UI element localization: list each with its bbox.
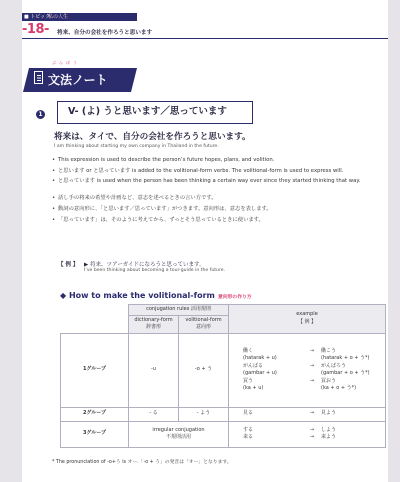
- header-example: example 【 例 】: [229, 305, 386, 334]
- table-row: [61, 305, 386, 316]
- header-rules: conjugation rules 活用規則: [129, 305, 229, 316]
- example-en: I’ve been thinking about becoming a tour-guide in the future.: [84, 268, 226, 273]
- group-2-vol: - よう: [179, 407, 229, 421]
- example-jp: ▶ 将来、ツアーガイドになろうと思っています。: [84, 262, 205, 268]
- section-number: 1: [36, 110, 45, 119]
- volitional-subtitle: 意向形の作り方: [218, 295, 252, 300]
- header-dictionary: dictionary-form 辞書形: [129, 315, 179, 333]
- main-example-en: I am thinking about starting my own company in Thailand in the future.: [54, 144, 219, 149]
- list-item: • と思います or と思っています is added to the volitional-form verbs. The volitional-form is used to express will.: [52, 166, 382, 177]
- group-1-dict: -u: [129, 333, 179, 407]
- topic-tag: ■ トピック: [24, 14, 51, 20]
- list-item: • 動詞の意向形に、「と思います／思っています」がつきます。意向形は、意志を表します。: [52, 204, 382, 215]
- document-icon: [34, 71, 43, 84]
- group-3-name: 3グループ: [61, 421, 129, 447]
- table-row: [61, 421, 386, 447]
- list-item: • This expression is used to describe the person’s future hopes, plans, and volition.: [52, 155, 382, 166]
- table-row: [61, 407, 386, 421]
- list-item: • 話し手の将来の希望や計画など、意志を述べるときの言い方です。: [52, 193, 382, 204]
- group-2-dict: - る: [129, 407, 179, 421]
- group-1-examples: [229, 333, 386, 407]
- group-3-examples: する → しよう 来る → 来よう: [229, 421, 386, 447]
- main-example-jp: 将来は、タイで、自分の会社を作ろうと思います。: [54, 132, 251, 142]
- explanation-list: [52, 155, 382, 226]
- example-label: 【 例 】: [58, 262, 79, 268]
- banner-title: 文法ノート: [48, 73, 108, 87]
- banner-ruby: ぶんぽう: [52, 60, 80, 65]
- table-row: [61, 333, 386, 407]
- group-2-examples: 見る → 見よう: [229, 407, 386, 421]
- group-2-name: 2グループ: [61, 407, 129, 421]
- header-rule: [22, 38, 388, 39]
- lesson-number: -18-: [22, 22, 49, 37]
- volitional-title: ◆ How to make the volitional-form: [60, 291, 215, 300]
- example-entry: 買う → 買おう (ka + u) (ka + o + う*): [243, 377, 357, 391]
- group-1-name: 1グループ: [61, 333, 129, 407]
- header-volitional: volitional-form 意向形: [179, 315, 229, 333]
- conjugation-table: [60, 304, 386, 448]
- example-entry: 働く → 働こう (hatarak + u) (hatarak + o + う*): [243, 347, 370, 361]
- group-1-vol: -o + う: [179, 333, 229, 407]
- topic-title: 私の人生: [48, 14, 69, 20]
- example-entry: がんばる → がんばろう (gambar + u) (gambar + o + う*): [243, 362, 370, 376]
- lesson-title: 将来、自分の会社を作ろうと思います: [57, 30, 153, 36]
- group-3-irregular: irregular conjugation 不規則活用: [129, 421, 229, 447]
- list-item: • と思っています is used when the person has been thinking a certain way ever since they started thinking that way.: [52, 177, 382, 185]
- textbook-page: [22, 0, 388, 482]
- list-item: • 「思っています」は、そのように考えてから、ずっとそう思っているときに使います。: [52, 215, 382, 226]
- footnote: * The pronunciation of -o+う is オー.「-o + う」の発音は「オー」となります。: [52, 460, 232, 465]
- grammar-pattern: V- (よ) うと思います／思っています: [57, 101, 253, 124]
- topic-bar: [22, 13, 137, 21]
